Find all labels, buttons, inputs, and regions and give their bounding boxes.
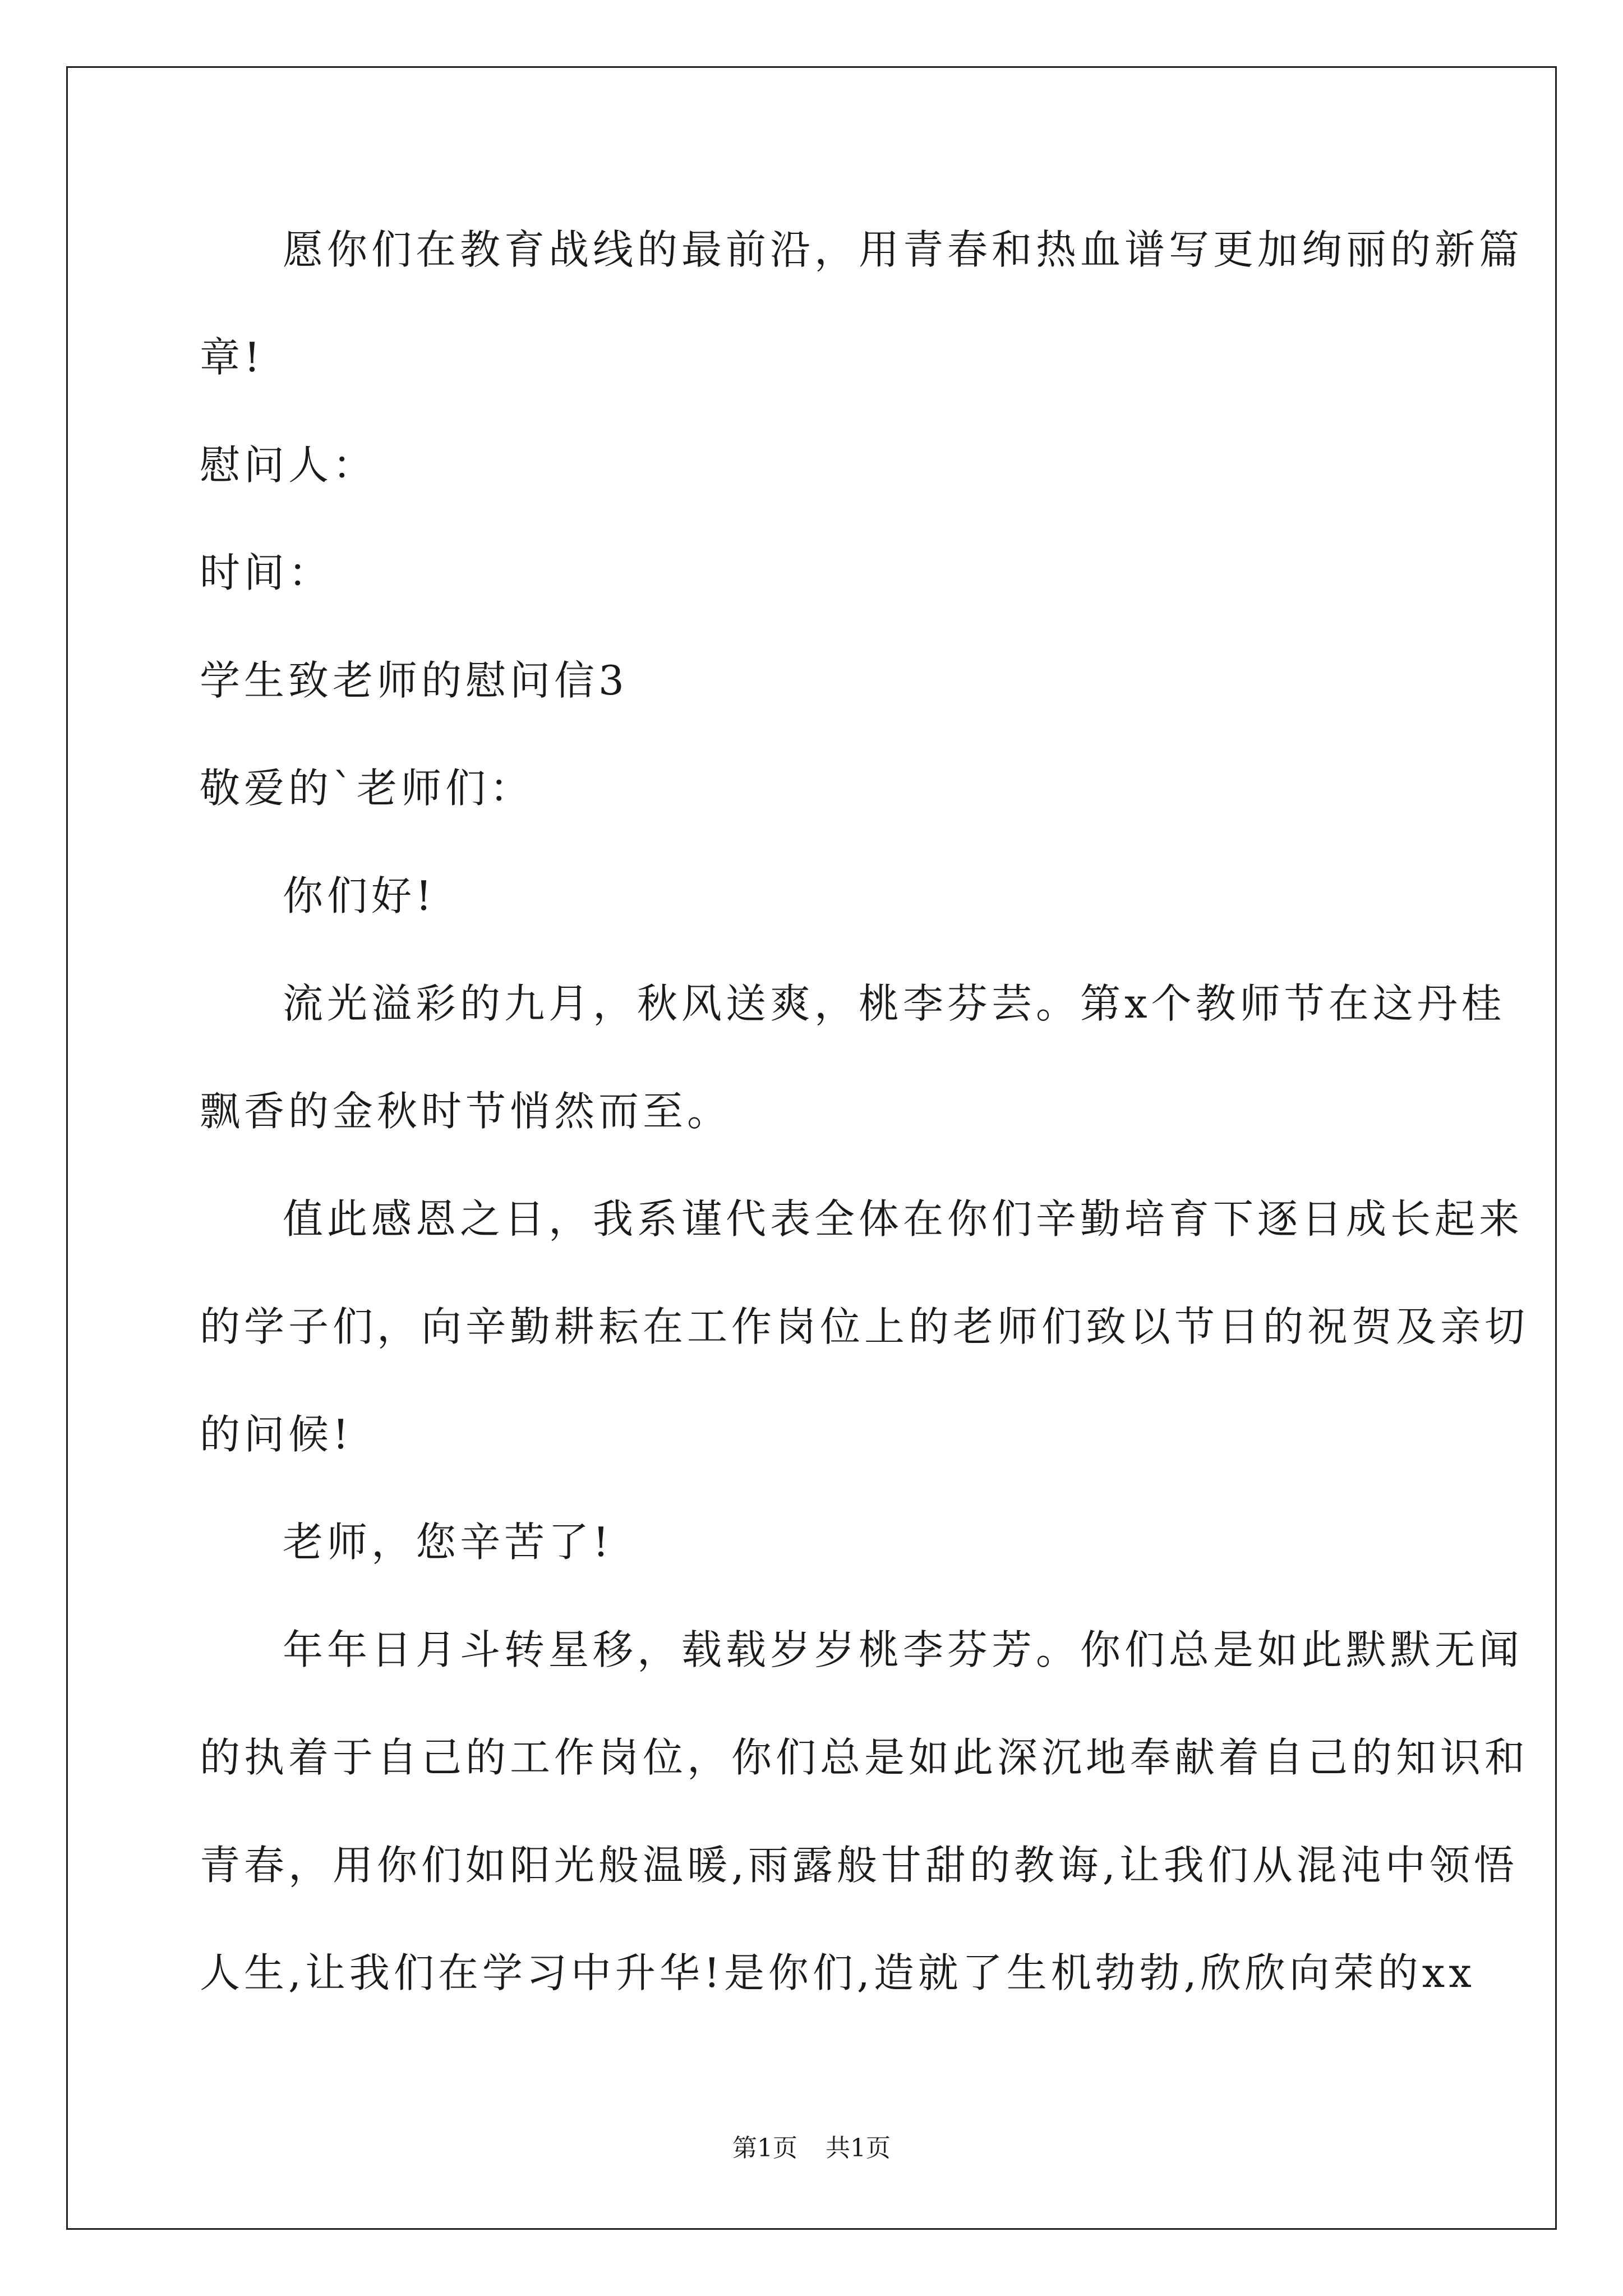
date-label: 时间： xyxy=(200,549,333,596)
paragraph-line: 飘香的金秋时节悄然而至。 xyxy=(200,1088,732,1135)
salutation: 敬爱的`老师们： xyxy=(200,765,534,812)
paragraph-line: 值此感恩之日，我系谨代表全体在你们辛勤培育下逐日成长起来 xyxy=(283,1195,1524,1243)
page-number-total: 共1页 xyxy=(826,2134,891,2162)
paragraph-line: 愿你们在教育战线的最前沿，用青春和热血谱写更加绚丽的新篇 xyxy=(283,226,1524,273)
paragraph-line: 章! xyxy=(200,334,264,381)
paragraph-line: 流光溢彩的九月，秋风送爽，桃李芬芸。第x个教师节在这丹桂 xyxy=(283,980,1506,1027)
letter-title: 学生致老师的慰问信3 xyxy=(200,657,628,704)
signature-label: 慰问人： xyxy=(200,441,377,489)
page-footer xyxy=(0,2132,1623,2165)
paragraph-line: 青春，用你们如阳光般温暖,雨露般甘甜的教诲,让我们从混沌中领悟 xyxy=(200,1842,1518,1889)
paragraph-line: 的问候! xyxy=(200,1411,353,1458)
paragraph-line: 年年日月斗转星移，载载岁岁桃李芬芳。你们总是如此默默无闻 xyxy=(283,1626,1524,1673)
page-border xyxy=(66,66,1557,2230)
greeting: 你们好! xyxy=(283,872,436,919)
paragraph-line: 的学子们，向辛勤耕耘在工作岗位上的老师们致以节日的祝贺及亲切 xyxy=(200,1303,1529,1350)
paragraph-line: 的执着于自己的工作岗位，你们总是如此深沉地奉献着自己的知识和 xyxy=(200,1734,1529,1781)
paragraph-line: 老师，您辛苦了! xyxy=(283,1519,613,1566)
page-number-current: 第1页 xyxy=(732,2134,797,2162)
paragraph-line: 人生,让我们在学习中升华!是你们,造就了生机勃勃,欣欣向荣的xx xyxy=(200,1949,1476,1996)
